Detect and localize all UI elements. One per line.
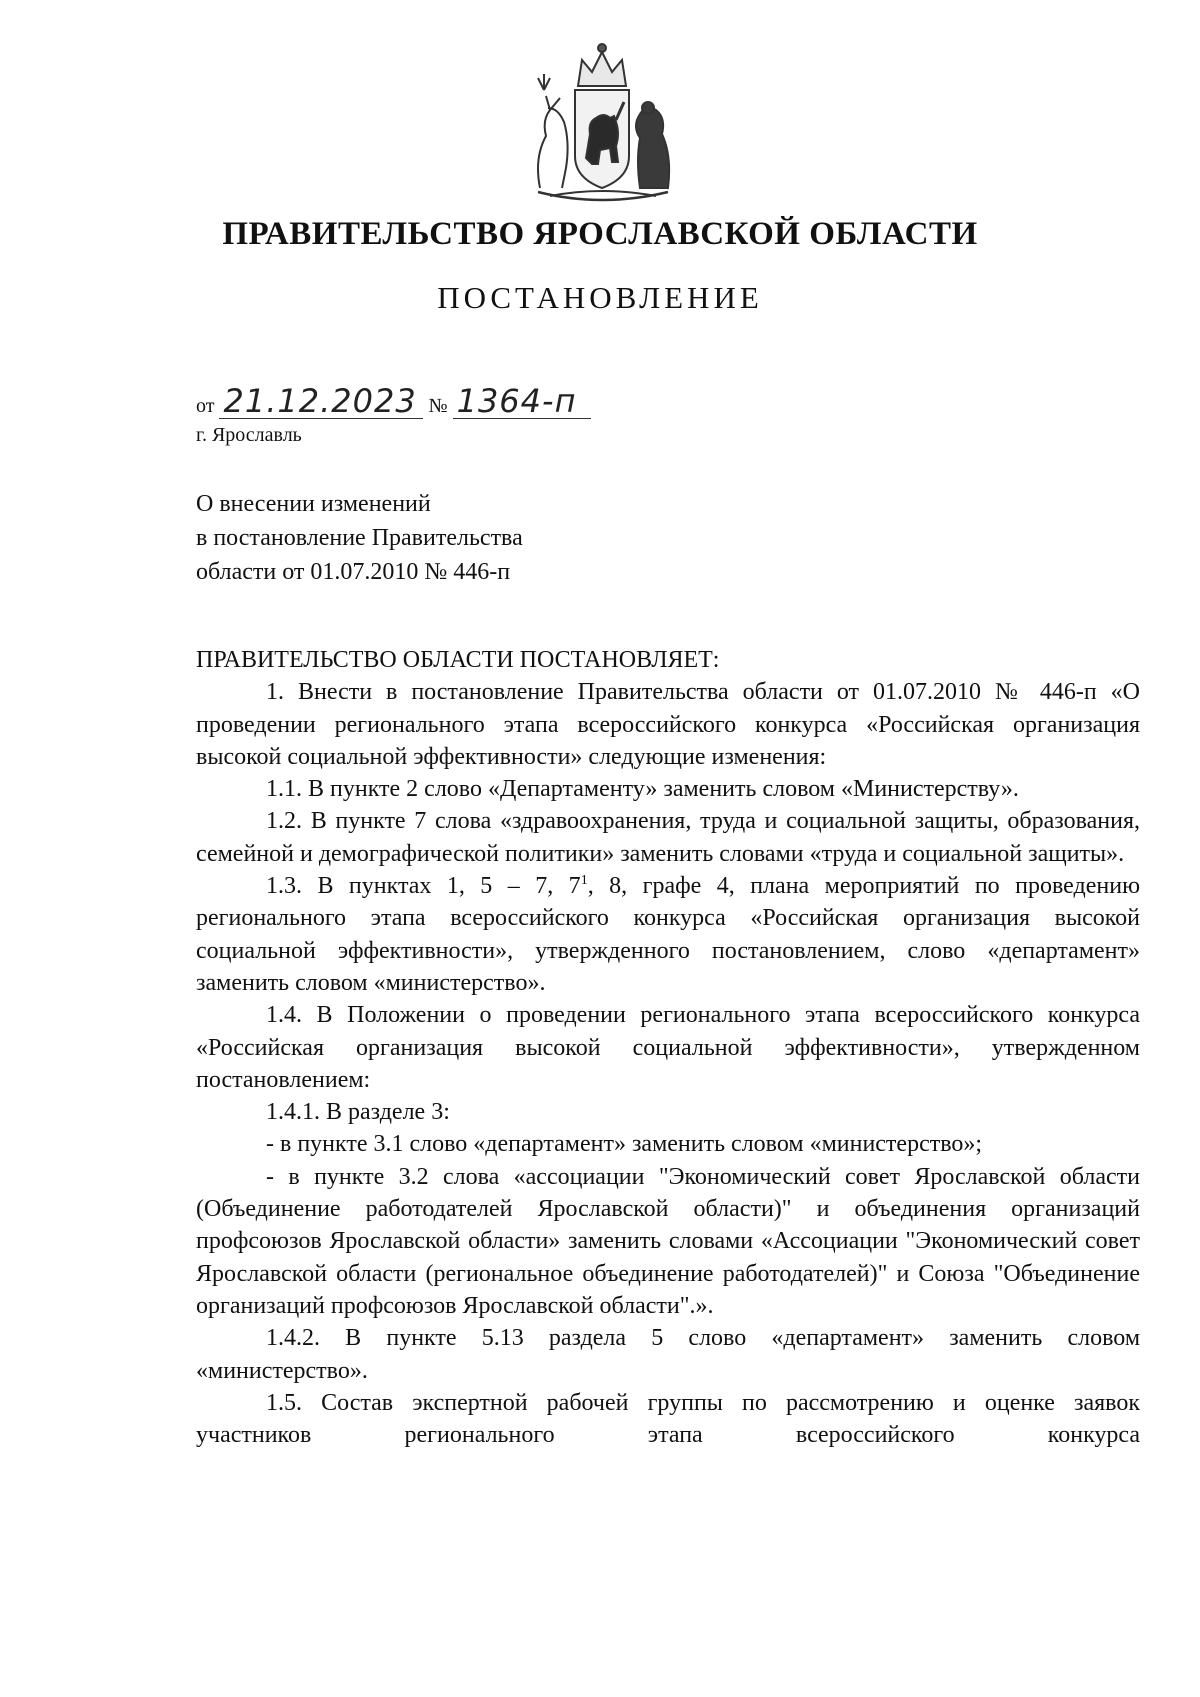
date-prefix-label: от bbox=[196, 395, 215, 417]
document-number: 1364-п bbox=[453, 384, 591, 419]
number-label: № bbox=[428, 395, 448, 417]
paragraph-1-3-text: , 8, графе 4, плана мероприятий по проведению регионального этапа всероссийского конкурса «Российская организация высокой социальной эффективности», утвержденного постановлением, слово «департамент» заменить словом «министерство». bbox=[196, 873, 1140, 996]
superscript-index: 1 bbox=[580, 873, 588, 889]
paragraph-1-2: 1.2. В пункте 7 слова «здравоохранения, труда и социальной защиты, образования, семейной и демографической политики» заменить словами «труда и социальной защиты». bbox=[196, 808, 1140, 867]
paragraph-1: 1. Внести в постановление Правительства области от 01.07.2010 № 446-п «О проведении регионального этапа всероссийского конкурса «Российская организация высокой социальной эффективности» следующие изменения: bbox=[196, 679, 1140, 770]
paragraph-1-4: 1.4. В Положении о проведении регионального этапа всероссийского конкурса «Российская организация высокой социальной эффективности», утвержденном постановлением: bbox=[196, 1002, 1140, 1093]
paragraph-1-3-text: 1.3. В пунктах 1, 5 – 7, 7 bbox=[266, 873, 581, 900]
dateline bbox=[196, 384, 591, 419]
paragraph-1-4-1-b: - в пункте 3.2 слова «ассоциации "Экономический совет Ярославской области (Объединение работодателей Ярославской области)" и объединения организаций профсоюзов Ярославской области» заменить словами «Ассоциации "Экономический совет Ярославской области (региональное объединение работодателей)" и Союза "Объединение организаций профсоюзов Ярославской области".». bbox=[196, 1163, 1140, 1319]
paragraph-1-4-1: 1.4.1. В разделе 3: bbox=[266, 1099, 450, 1126]
paragraph-1-1: 1.1. В пункте 2 слово «Департаменту» заменить словом «Министерству». bbox=[266, 776, 1019, 803]
government-title: ПРАВИТЕЛЬСТВО ЯРОСЛАВСКОЙ ОБЛАСТИ bbox=[222, 216, 978, 252]
paragraph-1-5: 1.5. Состав экспертной рабочей группы по рассмотрению и оценке заявок участников регионального этапа всероссийского конкурса bbox=[196, 1389, 1140, 1449]
document-date: 21.12.2023 bbox=[219, 384, 423, 419]
resolution-heading: ПРАВИТЕЛЬСТВО ОБЛАСТИ ПОСТАНОВЛЯЕТ: bbox=[196, 647, 720, 673]
coat-of-arms-icon bbox=[520, 38, 685, 203]
paragraph-1-3 bbox=[196, 870, 1140, 999]
paragraph-1-4-2: 1.4.2. В пункте 5.13 раздела 5 слово «департамент» заменить словом «министерство». bbox=[196, 1325, 1140, 1384]
subject-line: О внесении изменений bbox=[196, 491, 431, 517]
subject-line: в постановление Правительства bbox=[196, 525, 523, 551]
paragraph-1-4-1-a: - в пункте 3.1 слово «департамент» заменить словом «министерство»; bbox=[266, 1131, 983, 1158]
subject-block bbox=[196, 487, 523, 589]
document-body bbox=[196, 644, 1140, 1451]
subject-line: области от 01.07.2010 № 446-п bbox=[196, 559, 511, 585]
document-type-heading: ПОСТАНОВЛЕНИЕ bbox=[437, 280, 763, 315]
city-label: г. Ярославль bbox=[196, 424, 302, 446]
